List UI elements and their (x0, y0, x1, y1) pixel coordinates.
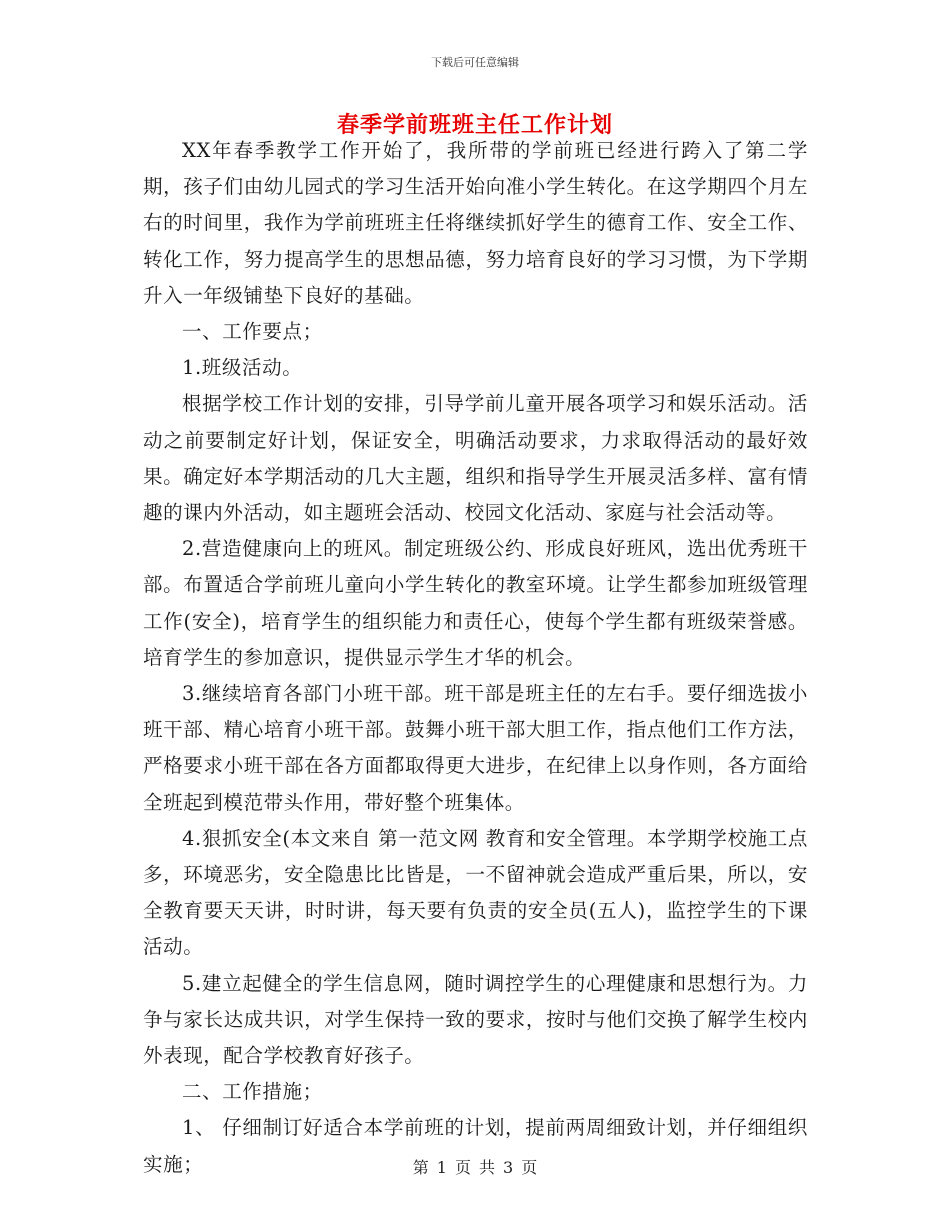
section-heading-key-points: 一、工作要点； (182, 320, 323, 344)
footer-total-pages: 3 (503, 1158, 514, 1177)
footer-page-unit: 页 (454, 1158, 471, 1177)
document-body (143, 133, 808, 1183)
section-heading-measures: 二、工作措施； (182, 1080, 323, 1104)
paragraph-measure-1: 1、 仔细制订好适合本学前班的计划，提前两周细致计划，并仔细组织实施； (143, 1116, 808, 1176)
paragraph-safety: 4.狠抓安全(本文来自 第一范文网 教育和安全管理。本学期学校施工点多，环境恶劣，安全隐患比比皆是，一不留神就会造成严重后果，所以，安全教育要天天讲，时时讲，每天要有负责的安全员(五人)，监控学生的下课活动。 (143, 826, 808, 959)
footer-total-prefix: 共 (479, 1158, 496, 1177)
subheading-class-activities: 1.班级活动。 (182, 356, 303, 380)
paragraph-class-spirit: 2.营造健康向上的班风。制定班级公约、形成良好班风，选出优秀班干部。布置适合学前班儿童向小学生转化的教室环境。让学生都参加班级管理工作(安全)，培育学生的组织能力和责任心，使每个学生都有班级荣誉感。培育学生的参加意识，提供显示学生才华的机会。 (143, 537, 808, 669)
footer-prefix: 第 (412, 1158, 429, 1177)
footer-page-number: 1 (436, 1158, 447, 1177)
paragraph-class-leaders: 3.继续培育各部门小班干部。班干部是班主任的左右手。要仔细选拔小班干部、精心培育小班干部。鼓舞小班干部大胆工作，指点他们工作方法，严格要求小班干部在各方面都取得更大进步，在纪律上以身作则，各方面给全班起到模范带头作用，带好整个班集体。 (143, 682, 808, 814)
paragraph-intro: XX年春季教学工作开始了，我所带的学前班已经进行跨入了第二学期，孩子们由幼儿园式的学习生活开始向准小学生转化。在这学期四个月左右的时间里，我作为学前班班主任将继续抓好学生的德育工作、安全工作、转化工作，努力提高学生的思想品德，努力培育良好的学习习惯，为下学期升入一年级铺垫下良好的基础。 (143, 139, 808, 307)
header-note: 下载后可任意编辑 (431, 56, 519, 69)
document-title: 春季学前班班主任工作计划 (336, 112, 613, 138)
footer-total-unit: 页 (521, 1158, 538, 1177)
paragraph-activities: 根据学校工作计划的安排，引导学前儿童开展各项学习和娱乐活动。活动之前要制定好计划，保证安全，明确活动要求，力求取得活动的最好效果。确定好本学期活动的几大主题，组织和指导学生开展灵活多样、富有情趣的课内外活动，如主题班会活动、校园文化活动、家庭与社会活动等。 (143, 392, 808, 525)
paragraph-info-network: 5.建立起健全的学生信息网，随时调控学生的心理健康和思想行为。力争与家长达成共识，对学生保持一致的要求，按时与他们交换了解学生校内外表现，配合学校教育好孩子。 (143, 971, 808, 1068)
page-footer (0, 1155, 950, 1178)
